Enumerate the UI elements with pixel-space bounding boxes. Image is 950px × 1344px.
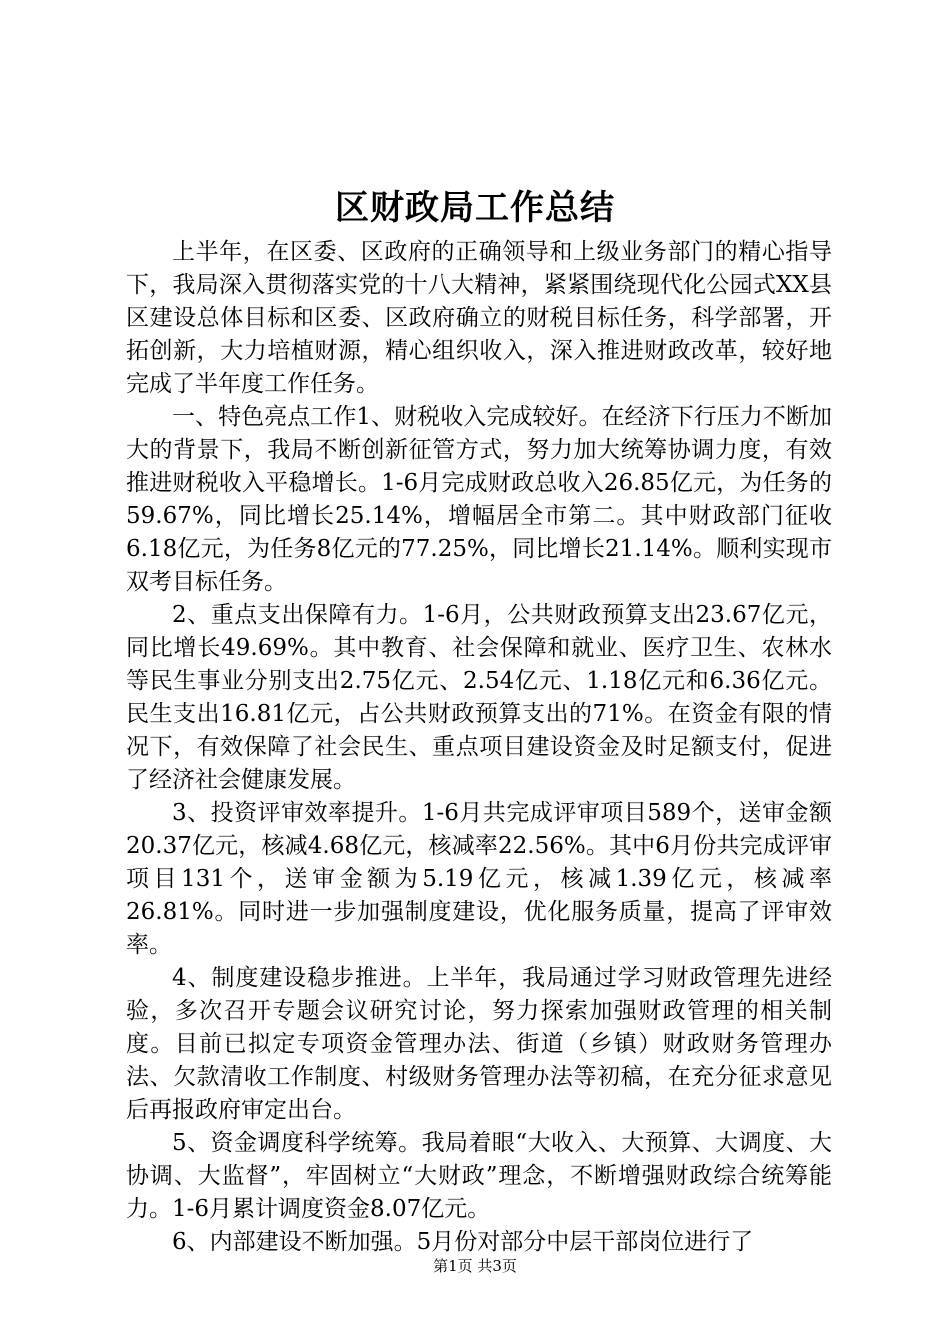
- document-body: [126, 236, 832, 1259]
- page-number-footer: 第1页 共3页: [433, 1257, 517, 1275]
- paragraph-section-3: 3、投资评审效率提升。1-6月共完成评审项目589个，送审金额20.37亿元，核减4.68亿元，核减率22.56%。其中6月份共完成评审项目131个，送审金额为5.19亿元，核减1.39亿元，核减率26.81%。同时进一步加强制度建设，优化服务质量，提高了评审效率。: [126, 800, 832, 958]
- paragraph-section-5: 5、资金调度科学统筹。我局着眼“大收入、大预算、大调度、大协调、大监督”，牢固树立“大财政”理念，不断增强财政综合统筹能力。1-6月累计调度资金8.07亿元。: [126, 1130, 832, 1222]
- paragraph-intro: 上半年，在区委、区政府的正确领导和上级业务部门的精心指导下，我局深入贯彻落实党的十八大精神，紧紧围绕现代化公园式XX县区建设总体目标和区委、区政府确立的财税目标任务，科学部署，开拓创新，大力培植财源，精心组织收入，深入推进财政改革，较好地完成了半年度工作任务。: [126, 239, 832, 397]
- document-title: 区财政局工作总结: [335, 188, 615, 228]
- paragraph-section-6: 6、内部建设不断加强。5月份对部分中层干部岗位进行了: [172, 1229, 754, 1255]
- paragraph-section-4: 4、制度建设稳步推进。上半年，我局通过学习财政管理先进经验，多次召开专题会议研究讨论，努力探索加强财政管理的相关制度。目前已拟定专项资金管理办法、街道（乡镇）财政财务管理办法、欠款清收工作制度、村级财务管理办法等初稿，在充分征求意见后再报政府审定出台。: [126, 965, 832, 1123]
- paragraph-section-2: 2、重点支出保障有力。1-6月，公共财政预算支出23.67亿元，同比增长49.69%。其中教育、社会保障和就业、医疗卫生、农林水等民生事业分别支出2.75亿元、2.54亿元、1.18亿元和6.36亿元。民生支出16.81亿元，占公共财政预算支出的71%。在资金有限的情况下，有效保障了社会民生、重点项目建设资金及时足额支付，促进了经济社会健康发展。: [126, 602, 832, 793]
- paragraph-section-1: 一、特色亮点工作1、财税收入完成较好。在经济下行压力不断加大的背景下，我局不断创新征管方式，努力加大统筹协调力度，有效推进财税收入平稳增长。1-6月完成财政总收入26.85亿元，为任务的59.67%，同比增长25.14%，增幅居全市第二。其中财政部门征收6.18亿元，为任务8亿元的77.25%，同比增长21.14%。顺利实现市双考目标任务。: [126, 404, 832, 595]
